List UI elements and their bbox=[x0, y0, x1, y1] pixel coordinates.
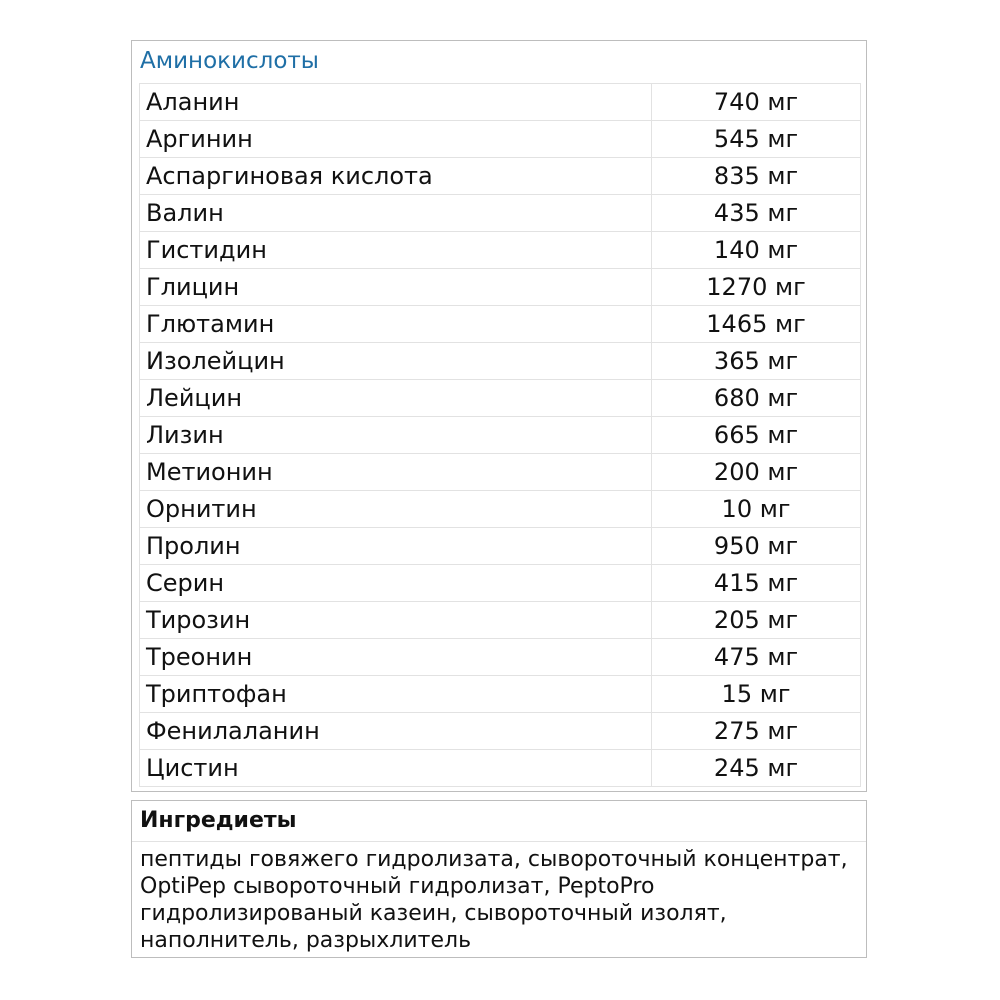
table-row bbox=[140, 454, 861, 491]
amino-acid-name: Фенилаланин bbox=[140, 713, 652, 750]
amino-acid-amount: 1465 мг bbox=[652, 306, 861, 343]
table-row bbox=[140, 84, 861, 121]
amino-acid-name: Орнитин bbox=[140, 491, 652, 528]
amino-acid-name: Метионин bbox=[140, 454, 652, 491]
amino-acid-amount: 475 мг bbox=[652, 639, 861, 676]
table-row bbox=[140, 713, 861, 750]
table-row bbox=[140, 232, 861, 269]
amino-acid-amount: 1270 мг bbox=[652, 269, 861, 306]
table-row bbox=[140, 750, 861, 787]
table-row bbox=[140, 269, 861, 306]
table-row bbox=[140, 639, 861, 676]
amino-acid-name: Аргинин bbox=[140, 121, 652, 158]
amino-acid-name: Изолейцин bbox=[140, 343, 652, 380]
amino-acid-amount: 665 мг bbox=[652, 417, 861, 454]
table-row bbox=[140, 491, 861, 528]
amino-acid-name: Триптофан bbox=[140, 676, 652, 713]
amino-acid-amount: 275 мг bbox=[652, 713, 861, 750]
table-row bbox=[140, 676, 861, 713]
amino-acid-amount: 245 мг bbox=[652, 750, 861, 787]
amino-acids-panel bbox=[131, 40, 867, 792]
table-row bbox=[140, 306, 861, 343]
amino-acid-amount: 140 мг bbox=[652, 232, 861, 269]
ingredients-panel bbox=[131, 800, 867, 958]
amino-acid-amount: 545 мг bbox=[652, 121, 861, 158]
amino-acids-table bbox=[139, 83, 861, 787]
amino-acid-amount: 365 мг bbox=[652, 343, 861, 380]
ingredients-title: Ингредиеты bbox=[132, 801, 866, 842]
amino-acid-amount: 15 мг bbox=[652, 676, 861, 713]
table-row bbox=[140, 602, 861, 639]
amino-acid-amount: 680 мг bbox=[652, 380, 861, 417]
amino-acid-name: Гистидин bbox=[140, 232, 652, 269]
table-row bbox=[140, 158, 861, 195]
amino-acid-amount: 435 мг bbox=[652, 195, 861, 232]
amino-acid-name: Серин bbox=[140, 565, 652, 602]
amino-acid-name: Тирозин bbox=[140, 602, 652, 639]
table-row bbox=[140, 380, 861, 417]
ingredients-text: пептиды говяжего гидролизата, сывороточный концентрат, OptiPep сывороточный гидролизат, PeptoPro гидролизированый казеин, сывороточный изолят, наполнитель, разрыхлитель bbox=[140, 847, 848, 953]
table-row bbox=[140, 565, 861, 602]
table-row bbox=[140, 528, 861, 565]
amino-acid-amount: 740 мг bbox=[652, 84, 861, 121]
amino-acid-name: Лейцин bbox=[140, 380, 652, 417]
amino-acid-name: Пролин bbox=[140, 528, 652, 565]
amino-acid-name: Аспаргиновая кислота bbox=[140, 158, 652, 195]
amino-acid-name: Валин bbox=[140, 195, 652, 232]
amino-acids-rows bbox=[140, 84, 861, 787]
amino-acid-name: Цистин bbox=[140, 750, 652, 787]
amino-acids-title: Аминокислоты bbox=[140, 48, 319, 74]
table-row bbox=[140, 121, 861, 158]
amino-acid-amount: 205 мг bbox=[652, 602, 861, 639]
amino-acid-amount: 835 мг bbox=[652, 158, 861, 195]
amino-acid-name: Глютамин bbox=[140, 306, 652, 343]
amino-acid-amount: 10 мг bbox=[652, 491, 861, 528]
amino-acid-name: Аланин bbox=[140, 84, 652, 121]
amino-acid-name: Треонин bbox=[140, 639, 652, 676]
table-row bbox=[140, 343, 861, 380]
amino-acid-amount: 950 мг bbox=[652, 528, 861, 565]
table-row bbox=[140, 417, 861, 454]
amino-acid-amount: 415 мг bbox=[652, 565, 861, 602]
amino-acid-name: Глицин bbox=[140, 269, 652, 306]
table-row bbox=[140, 195, 861, 232]
amino-acid-amount: 200 мг bbox=[652, 454, 861, 491]
amino-acid-name: Лизин bbox=[140, 417, 652, 454]
